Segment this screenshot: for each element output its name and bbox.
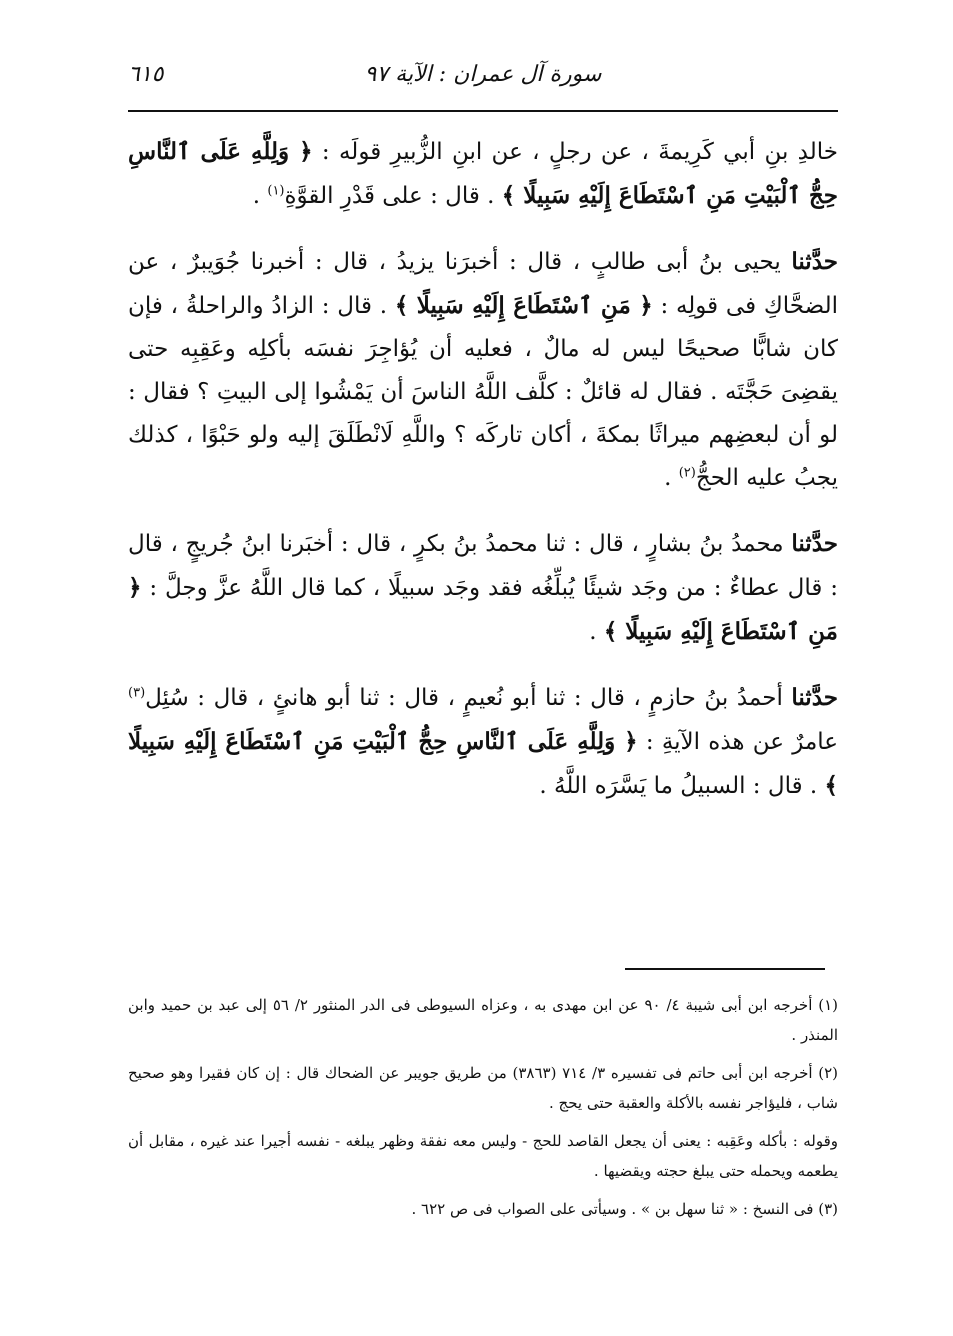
footnote-2-note: وقوله : بأكله وعَقِبه : يعنى أن يجعل القاصد للحج - وليس معه نفقة وظهر يبلغه - نفسه أجيرا عند غيره ، مقابل أن يطعمه ويحمله حتى يبلغ حجته ويقضيها . [128,1132,838,1180]
footnote-ref[interactable]: (٣) [128,685,146,701]
paragraph-text: . قال : السبيلُ ما يَسَّرَه اللَّهُ . [539,773,825,799]
quran-quote: ﴿ وَلِلَّهِ عَلَى ٱلنَّاسِ حِجُّ ٱلْبَيْتِ مَنِ ٱسْتَطَاعَ إِلَيْهِ سَبِيلًا ﴾ [128,138,838,209]
paragraph-3 [128,522,838,654]
paragraph-text: أحمدُ بنُ حازمٍ ، قال : ثنا أبو نُعيمٍ ، قال : ثنا أبو هانئٍ ، قال : سُئِل [145,685,792,711]
footnote-ref[interactable]: (١) [267,183,285,199]
main-text [128,130,838,830]
isnad-lead: حدَّثنا [791,248,838,275]
paragraph-4 [128,676,838,808]
paragraph-text: محمدُ بنُ بشارٍ ، قال : ثنا محمدُ بنُ بكرٍ ، قال : أخبَرنا ابنُ جُريجٍ ، قال : قال عطاءٌ : من وجَد شيئًا يُبلِّغُه فقد وجَد سبيلًا ، كما قال اللَّهُ عزَّ وجلَّ : [128,531,838,601]
paragraph-text: يحيى بنُ أبى طالبٍ ، قال : أخبرَنا يزيدُ ، قال : أخبرنا جُوَيبرٌ ، عن الضحَّاكِ فى قولِه : [128,249,838,319]
footnote-2: (٢) أخرجه ابن أبى حاتم فى تفسيره ٣/ ٧١٤ (٣٨٦٣) من طريق جويبر عن الضحاك قال : إن كان فقيرا وهو صحيح شاب ، فليؤاجر نفسه بالأكلة والعقبة حتى يحج . [128,1064,839,1112]
paragraph-1 [128,130,838,218]
paragraph-end: . [252,183,268,209]
paragraph-2 [128,240,838,500]
footnote-1: (١) أخرجه ابن أبى شيبة ٤/ ٩٠ عن ابن مهدى به ، وعزاه السيوطى فى الدر المنثور ٢/ ٥٦ إلى عبد بن حميد وابن المنذر . [128,996,838,1044]
footnote-3: (٣) فى النسخ : « ثنا سهل بن » . وسيأتى على الصواب فى ص ٦٢٢ . [411,1200,838,1218]
header-rule [128,110,838,112]
paragraph-text: . قال : الزادُ والراحلةُ ، فإن كان شابًّا صحيحًا ليس له مالٌ ، فعليه أن يُؤاجِرَ نفسَه بأكلِه وعَقِبِه حتى يقضِىَ حَجَّتَه . فقال له قائلٌ : كلَّف اللَّهُ الناسَ أن يَمْشُوا إلى البيتِ ؟ فقال : لو أن لبعضِهم ميراثًا بمكةَ ، أكان تاركَه ؟ واللَّهِ لَانْطَلَقَ إليه ولو حَبْوًا ، كذلك يجبُ عليه الحجُّ [128,293,838,491]
paragraph-text: عامرٌ عن هذه الآيةِ : [637,729,838,755]
footnotes [128,990,838,1232]
footnote-separator [625,968,825,970]
paragraph-text: . قال : على قَدْرِ القوَّةِ [284,183,502,209]
quran-quote: ﴿ مَنِ ٱسْتَطَاعَ إِلَيْهِ سَبِيلًا ﴾ [394,292,653,319]
quran-quote: ﴿ وَلِلَّهِ عَلَى ٱلنَّاسِ حِجُّ ٱلْبَيْتِ مَنِ ٱسْتَطَاعَ إِلَيْهِ سَبِيلًا ﴾ [128,728,838,799]
paragraph-end: . [664,465,679,491]
quran-quote: ﴿ مَنِ ٱسْتَطَاعَ إِلَيْهِ سَبِيلًا ﴾ [128,574,838,645]
isnad-lead: حدَّثنا [791,684,838,711]
page-number: ٦١٥ [128,62,164,87]
page-header [128,60,838,100]
running-title: سورة آل عمران : الآية ٩٧ [364,62,602,87]
paragraph-text: . [589,619,604,645]
isnad-lead: حدَّثنا [791,530,838,557]
paragraph-text: خالدِ بنِ أبي كَرِيمةَ ، عن رجلٍ ، عن ابنِ الزُّبيرِ قولَه : [312,139,838,165]
footnote-ref[interactable]: (٢) [678,465,696,481]
